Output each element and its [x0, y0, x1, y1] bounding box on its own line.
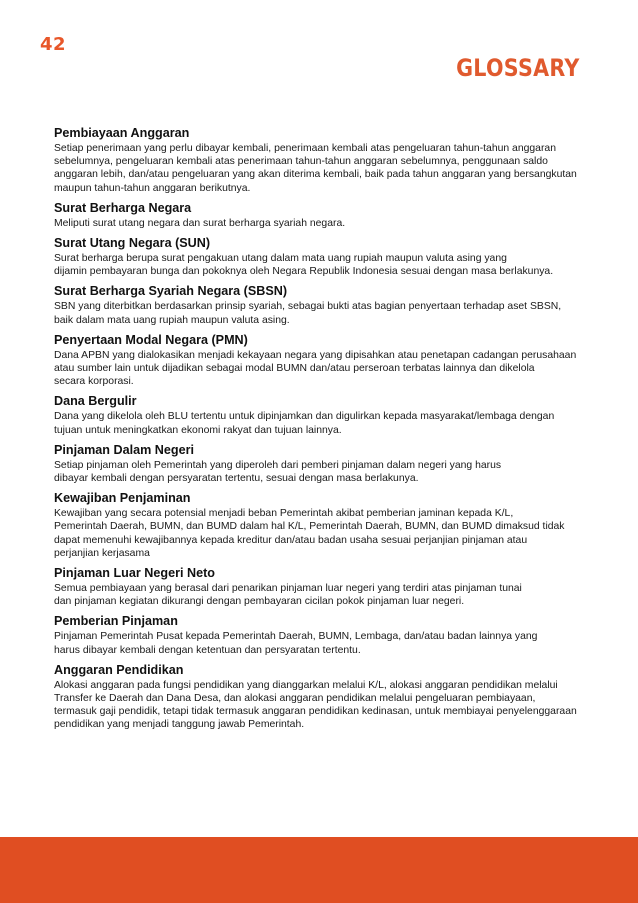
glossary-term: Anggaran Pendidikan	[54, 662, 184, 677]
definition-line: maupun tahun-tahun anggaran berikutnya.	[54, 182, 251, 194]
definition-line: dibayar kembali dengan persyaratan tertentu, sesuai dengan masa berlakunya.	[54, 473, 419, 485]
definition-line: Setiap penerimaan yang perlu dibayar kembali, penerimaan kembali atas pengeluaran tahun-tahun anggaran	[54, 143, 556, 154]
page-title: GLOSSARY	[456, 54, 580, 82]
glossary-list	[54, 125, 614, 737]
glossary-term: Surat Berharga Negara	[54, 200, 192, 215]
definition-line: Dana APBN yang dialokasikan menjadi kekayaan negara yang dipisahkan atau penetapan cadangan perusahaan	[54, 349, 577, 361]
glossary-term: Pinjaman Luar Negeri Neto	[54, 566, 215, 581]
glossary-term: Pemberian Pinjaman	[54, 614, 178, 629]
definition-line: harus dibayar kembali dengan ketentuan dan persyaratan tertentu.	[54, 644, 361, 656]
glossary-definition	[54, 410, 614, 436]
definition-line: dan pinjaman kegiatan dikurangi dengan pembayaran cicilan pokok pinjaman luar negeri.	[54, 596, 465, 608]
definition-line: atau sumber lain untuk dijadikan sebagai modal BUMN dan/atau perseroan terbatas lainnya dan dikelola	[54, 363, 535, 375]
glossary-entry	[54, 235, 614, 278]
glossary-entry	[54, 490, 614, 560]
glossary-entry	[54, 662, 614, 732]
definition-line: sebelumnya, pengeluaran kembali atas penerimaan tahun-tahun anggaran sebelumnya, penggunaan saldo	[54, 156, 548, 168]
definition-line: SBN yang diterbitkan berdasarkan prinsip syariah, sebagai bukti atas bagian penyertaan terhadap aset SBSN,	[54, 301, 562, 313]
glossary-entry	[54, 442, 614, 485]
glossary-entry	[54, 125, 614, 195]
glossary-definition	[54, 459, 614, 485]
definition-line: termasuk gaji pendidik, tetapi tidak termasuk anggaran pendidikan kedinasan, untuk membiayai penyelenggaraan	[54, 706, 577, 718]
glossary-definition	[54, 630, 614, 656]
glossary-definition	[54, 252, 614, 278]
definition-line: Setiap pinjaman oleh Pemerintah yang diperoleh dari pemberi pinjaman dalam negeri yang harus	[54, 459, 502, 471]
glossary-entry	[54, 613, 614, 656]
definition-line: Transfer ke Daerah dan Dana Desa, dan alokasi anggaran pendidikan melalui pengeluaran pembiayaan,	[54, 693, 536, 705]
glossary-term: Surat Berharga Syariah Negara (SBSN)	[54, 284, 288, 299]
glossary-term: Surat Utang Negara (SUN)	[54, 236, 211, 251]
glossary-entry	[54, 565, 614, 608]
definition-line: anggaran lebih, dan/atau pengeluaran yang akan diterima kembali, baik pada tahun anggaran yang bersangkutan	[54, 169, 577, 181]
glossary-entry	[54, 393, 614, 436]
glossary-entry	[54, 332, 614, 389]
glossary-definition	[54, 142, 614, 195]
definition-line: secara korporasi.	[54, 376, 134, 388]
glossary-term: Kewajiban Penjaminan	[54, 491, 191, 506]
glossary-entry	[54, 283, 614, 326]
page-number: 42	[40, 34, 67, 55]
definition-line: Alokasi anggaran pada fungsi pendidikan yang dianggarkan melalui K/L, alokasi anggaran pendidikan melalui	[54, 679, 558, 691]
definition-line: Pinjaman Pemerintah Pusat kepada Pemerintah Daerah, BUMN, Lembaga, dan/atau badan lainnya yang	[54, 631, 538, 643]
definition-line: Meliputi surat utang negara dan surat berharga syariah negara.	[54, 217, 346, 229]
definition-line: Semua pembiayaan yang berasal dari penarikan pinjaman luar negeri yang terdiri atas pinjaman tunai	[54, 583, 522, 595]
glossary-definition	[54, 217, 614, 230]
glossary-definition	[54, 349, 614, 389]
definition-line: perjanjian kerjasama	[54, 547, 150, 559]
definition-line: Surat berharga berupa surat pengakuan utang dalam mata uang rupiah maupun valuta asing yang	[54, 253, 507, 265]
glossary-term: Penyertaan Modal Negara (PMN)	[54, 332, 248, 347]
definition-line: dapat memenuhi kewajibannya kepada kreditur dan/atau badan usaha sesuai perjanjian pinjaman atau	[54, 534, 528, 546]
definition-line: Kewajiban yang secara potensial menjadi beban Pemerintah akibat pemberian jaminan kepada K/L,	[54, 508, 514, 520]
definition-line: Pemerintah Daerah, BUMN, dan BUMD dalam hal K/L, Pemerintah Daerah, BUMN, dan BUMD dimaksud tidak	[54, 521, 565, 533]
footer-bar	[0, 837, 638, 903]
glossary-term: Pembiayaan Anggaran	[54, 126, 190, 140]
definition-line: tujuan untuk meningkatkan ekonomi rakyat dan tujuan lainnya.	[54, 424, 342, 436]
glossary-definition	[54, 300, 614, 326]
definition-line: dijamin pembayaran bunga dan pokoknya oleh Negara Republik Indonesia sesuai dengan masa berlakunya.	[54, 266, 554, 278]
glossary-definition	[54, 507, 614, 560]
definition-line: pendidikan yang menjadi tanggung jawab Pemerintah.	[54, 719, 305, 731]
definition-line: baik dalam mata uang rupiah maupun valuta asing.	[54, 314, 290, 326]
glossary-definition	[54, 582, 614, 608]
glossary-entry	[54, 200, 614, 230]
definition-line: Dana yang dikelola oleh BLU tertentu untuk dipinjamkan dan digulirkan kepada masyarakat/lembaga dengan	[54, 411, 555, 423]
glossary-definition	[54, 679, 614, 732]
glossary-term: Pinjaman Dalam Negeri	[54, 442, 194, 457]
glossary-term: Dana Bergulir	[54, 394, 137, 409]
